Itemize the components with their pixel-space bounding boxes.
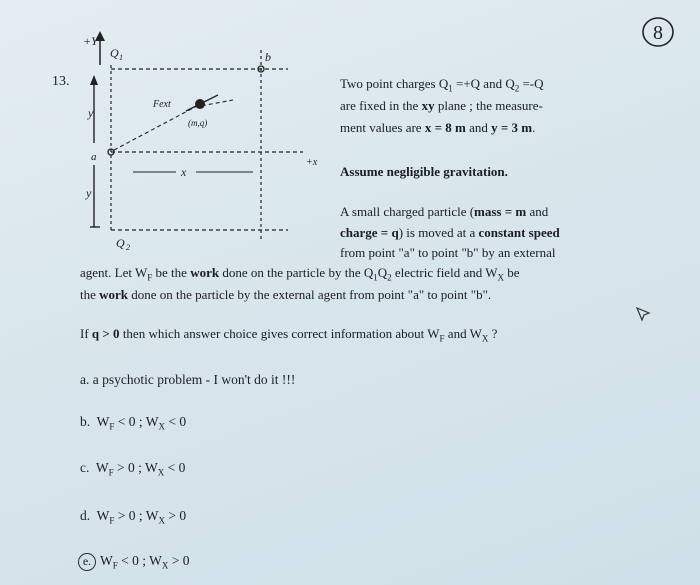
- q1-label: Q: [110, 46, 119, 60]
- choice-e[interactable]: e. $W_F < 0$ ; $W_X > 0$: [78, 553, 190, 571]
- page-number-badge: [640, 14, 676, 50]
- assume-note: Assume negligible gravitation.: [340, 164, 508, 179]
- particle-line-3: from point "a" to point "b" by an external: [340, 245, 556, 260]
- choice-c[interactable]: c. $W_F > 0$ ; $W_X < 0$: [80, 460, 186, 478]
- x-dimension-label: x: [181, 165, 187, 179]
- intro-line-1: Two point charges $Q_1 =+Q$ and $Q_2 =-Q$: [340, 76, 544, 94]
- fext-label: Fext: [153, 99, 171, 110]
- mass-charge-label: (m,q): [188, 118, 208, 128]
- question-text: If q > 0 then which answer choice gives correct information about $W_F$ and $W_X$ ?: [80, 326, 498, 344]
- particle-line-5: the work done on the particle by the external agent from point "a" to point "b".: [80, 287, 492, 302]
- intro-line-3: ment values are x = 8 m and y = 3 m.: [340, 120, 536, 135]
- particle-line-4: agent. Let $W_F$ be the work done on the particle by the $Q_1Q_2$ electric field and $W_X$ be: [80, 265, 520, 283]
- y-dimension-bottom: y: [86, 186, 92, 200]
- question-number: 13.: [52, 74, 70, 89]
- page-number: 8: [653, 22, 663, 44]
- mouse-cursor-icon: [634, 305, 652, 323]
- choice-d[interactable]: d. $W_F > 0$ ; $W_X > 0$: [80, 508, 187, 526]
- intro-line-2: are fixed in the xy plane ; the measure-: [340, 98, 543, 113]
- selected-choice-circle: e.: [78, 553, 96, 571]
- svg-text:1: 1: [119, 53, 123, 62]
- y-dimension-top: y: [88, 106, 94, 120]
- q2-label: Q: [116, 236, 125, 250]
- point-b-label: b: [265, 50, 271, 64]
- axis-y-label: +Y: [83, 34, 98, 48]
- choice-a[interactable]: a. a psychotic problem - I won't do it !!!: [80, 372, 296, 387]
- axis-x-label: +x: [306, 157, 318, 168]
- particle-line-2: charge = q) is moved at a constant speed: [340, 225, 560, 240]
- point-a-label: a: [91, 151, 97, 163]
- particle-line-1: A small charged particle (mass = m and: [340, 204, 549, 219]
- choice-b[interactable]: b. $W_F < 0$ ; $W_X < 0$: [80, 414, 187, 432]
- charge-diagram: [78, 25, 328, 255]
- svg-text:2: 2: [126, 243, 130, 252]
